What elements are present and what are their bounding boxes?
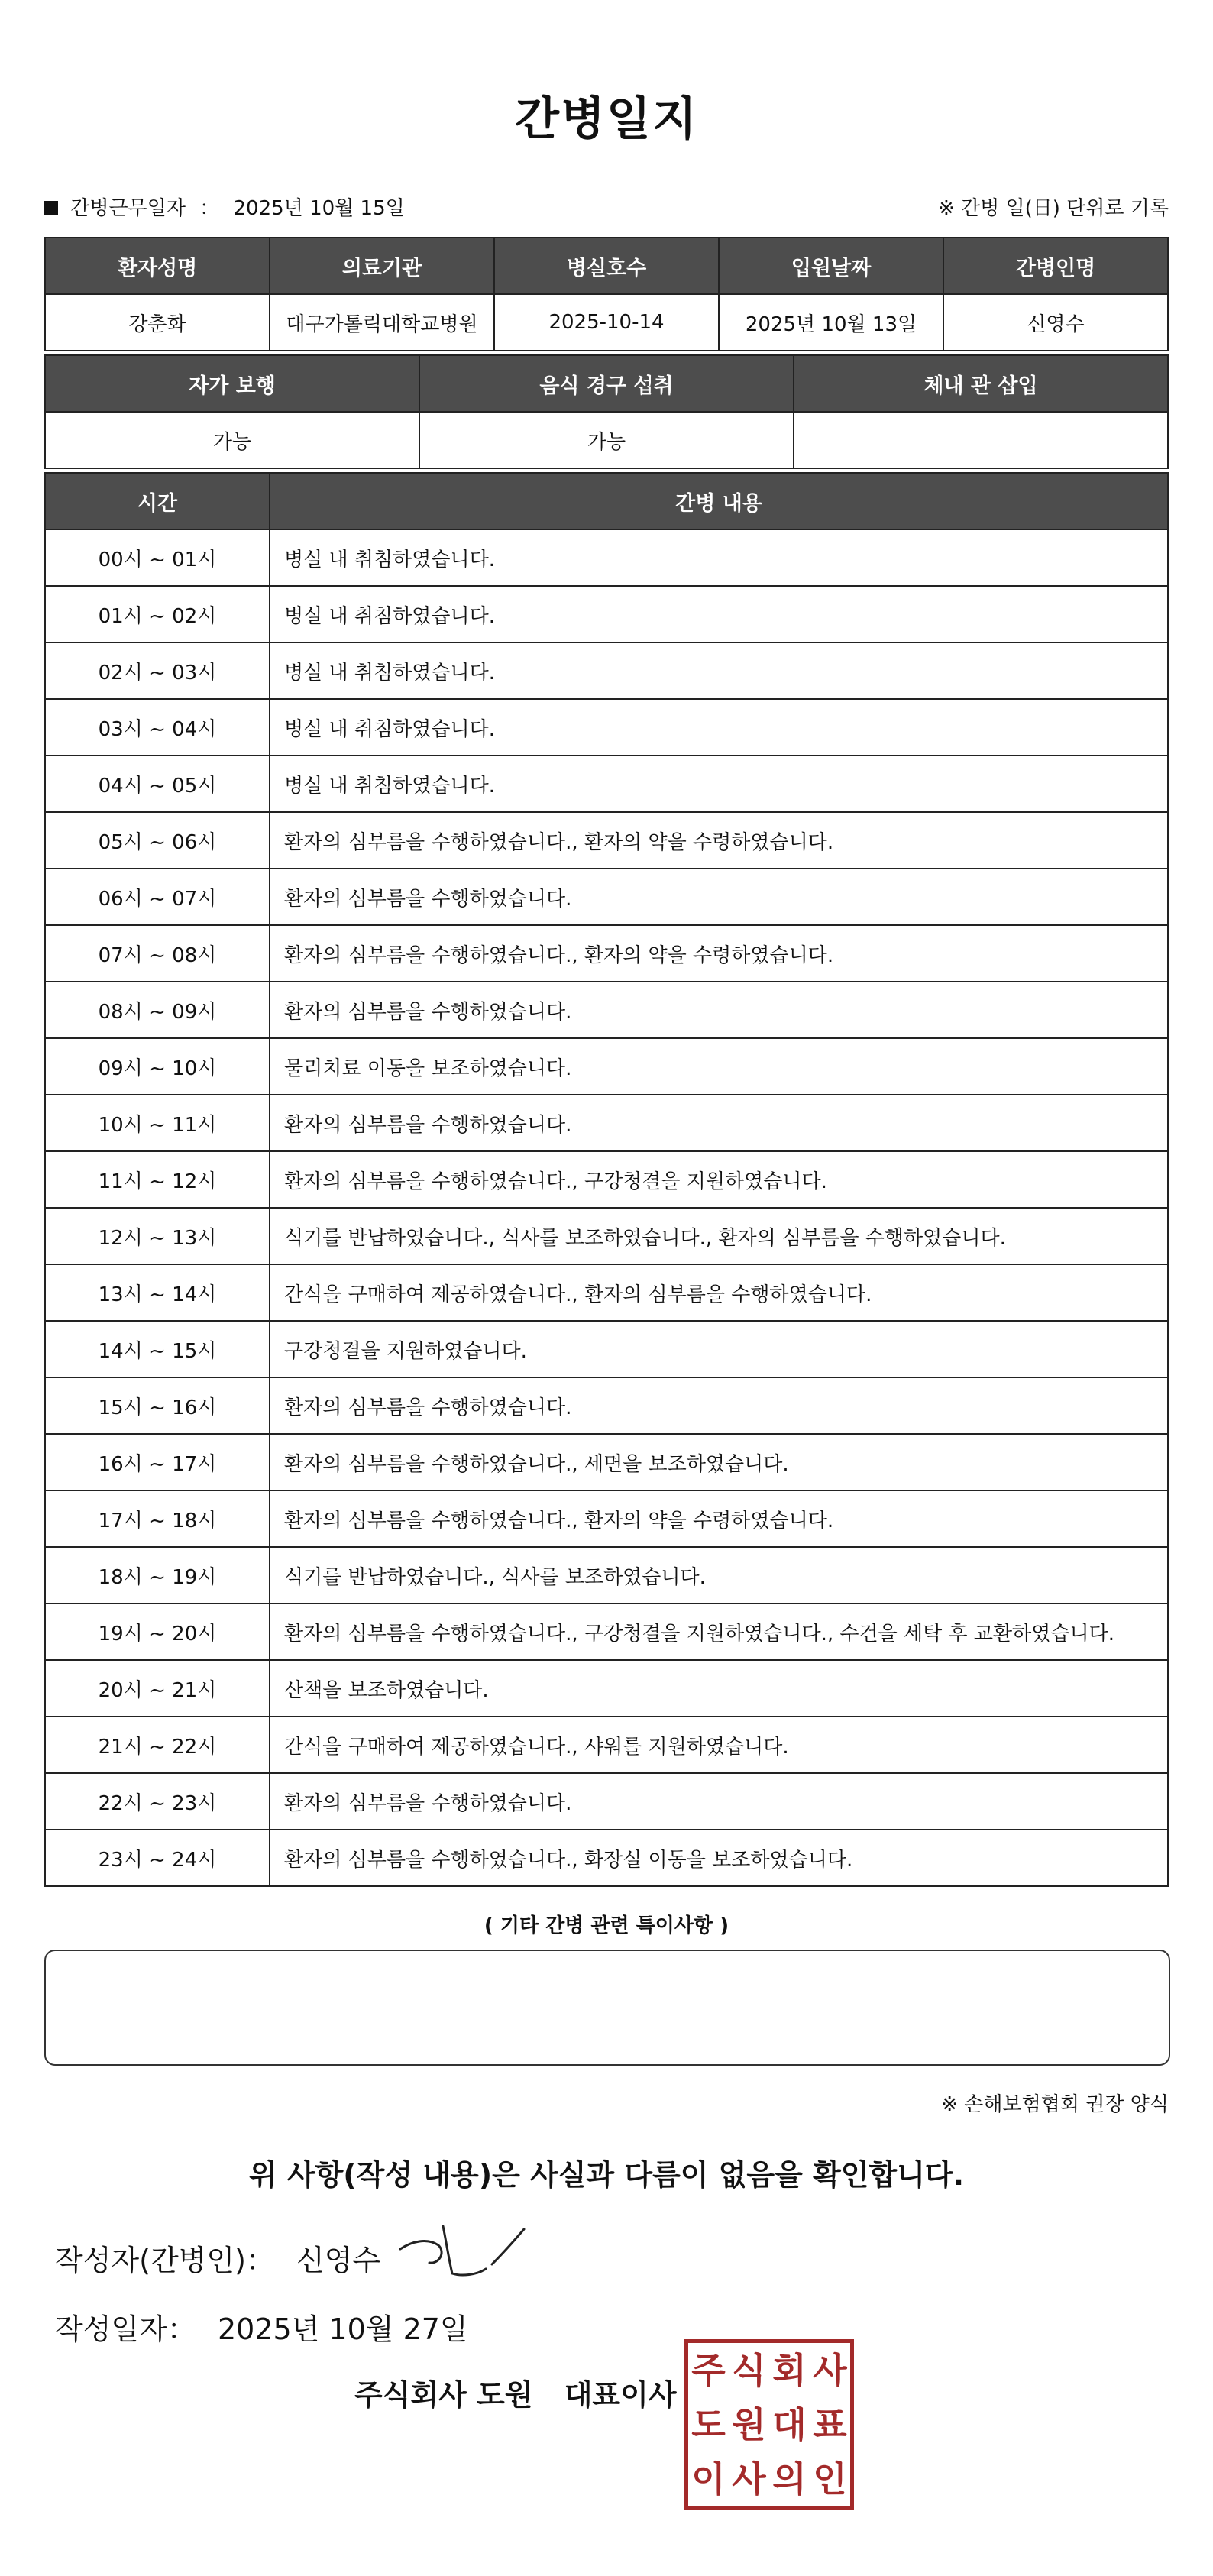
table-row	[45, 925, 1168, 982]
table-row	[45, 642, 1168, 699]
seal-character: 식	[732, 2349, 766, 2391]
care-content: 병실 내 취침하였습니다.	[270, 756, 1168, 812]
patient-info-table	[44, 237, 1169, 351]
time-slot: 17시 ~ 18시	[45, 1490, 270, 1547]
written-date-line	[55, 2306, 480, 2348]
care-content: 환자의 심부름을 수행하였습니다.	[270, 1377, 1168, 1434]
time-slot: 03시 ~ 04시	[45, 699, 270, 756]
care-content: 간식을 구매하여 제공하였습니다., 샤워를 지원하였습니다.	[270, 1717, 1168, 1773]
unit-note: ※ 간병 일(日) 단위로 기록	[937, 197, 1169, 220]
company-name: 주식회사 도원	[354, 2378, 533, 2412]
care-content: 환자의 심부름을 수행하였습니다., 환자의 약을 수령하였습니다.	[270, 925, 1168, 982]
time-slot: 22시 ~ 23시	[45, 1773, 270, 1830]
care-content: 환자의 심부름을 수행하였습니다., 환자의 약을 수령하였습니다.	[270, 812, 1168, 869]
table-row	[45, 1038, 1168, 1095]
work-date-separator: ：	[199, 197, 220, 220]
header-self-walking: 자가 보행	[45, 355, 419, 412]
table-row	[45, 1547, 1168, 1604]
care-content: 환자의 심부름을 수행하였습니다.	[270, 869, 1168, 925]
oral-intake-value: 가능	[419, 412, 794, 468]
time-slot: 20시 ~ 21시	[45, 1660, 270, 1717]
time-slot: 12시 ~ 13시	[45, 1208, 270, 1264]
care-content: 환자의 심부름을 수행하였습니다.	[270, 982, 1168, 1038]
header-room-number: 병실호수	[494, 238, 719, 294]
time-slot: 21시 ~ 22시	[45, 1717, 270, 1773]
care-content: 물리치료 이동을 보조하였습니다.	[270, 1038, 1168, 1095]
header-caregiver-name: 간병인명	[943, 238, 1168, 294]
time-slot: 13시 ~ 14시	[45, 1264, 270, 1321]
table-row	[45, 412, 1168, 468]
care-content: 환자의 심부름을 수행하였습니다., 구강청결을 지원하였습니다., 수건을 세탁 후 교환하였습니다.	[270, 1604, 1168, 1660]
care-content: 환자의 심부름을 수행하였습니다.	[270, 1095, 1168, 1151]
table-row	[45, 1660, 1168, 1717]
form-footnote: ※ 손해보험협회 권장 양식	[941, 2093, 1169, 2116]
header-oral-intake: 음식 경구 섭취	[419, 355, 794, 412]
seal-character: 대	[772, 2403, 807, 2445]
patient-ability-table	[44, 354, 1169, 469]
care-content: 식기를 반납하였습니다., 식사를 보조하였습니다., 환자의 심부름을 수행하였습니다.	[270, 1208, 1168, 1264]
caregiving-log-table	[44, 472, 1169, 1887]
page-title: 간병일지	[515, 92, 698, 146]
header-admission-date: 입원날짜	[719, 238, 943, 294]
table-row	[45, 756, 1168, 812]
table-row	[45, 982, 1168, 1038]
time-slot: 07시 ~ 08시	[45, 925, 270, 982]
table-header-row	[45, 238, 1168, 294]
table-row	[45, 1773, 1168, 1830]
table-row	[45, 1208, 1168, 1264]
square-bullet-icon	[44, 201, 58, 215]
writer-line	[55, 2237, 393, 2279]
care-content: 식기를 반납하였습니다., 식사를 보조하였습니다.	[270, 1547, 1168, 1604]
seal-character: 주	[691, 2349, 726, 2391]
table-row	[45, 1095, 1168, 1151]
meta-row	[44, 193, 1169, 223]
time-slot: 00시 ~ 01시	[45, 529, 270, 586]
table-row	[45, 1321, 1168, 1377]
admission-date: 2025년 10월 13일	[719, 294, 943, 351]
table-row	[45, 699, 1168, 756]
time-slot: 16시 ~ 17시	[45, 1434, 270, 1490]
care-content: 환자의 심부름을 수행하였습니다., 환자의 약을 수령하였습니다.	[270, 1490, 1168, 1547]
special-notes-box	[44, 1950, 1170, 2066]
patient-name: 강춘화	[45, 294, 270, 351]
time-slot: 02시 ~ 03시	[45, 642, 270, 699]
seal-character: 원	[732, 2403, 766, 2445]
company-line	[354, 2371, 698, 2413]
seal-character: 회	[772, 2349, 807, 2391]
time-slot: 05시 ~ 06시	[45, 812, 270, 869]
care-content: 병실 내 취침하였습니다.	[270, 642, 1168, 699]
confirmation-statement: 위 사항(작성 내용)은 사실과 다름이 없음을 확인합니다.	[248, 2158, 965, 2192]
room-number: 2025-10-14	[494, 294, 719, 351]
time-slot: 09시 ~ 10시	[45, 1038, 270, 1095]
work-date-label: 간병근무일자	[70, 197, 186, 220]
seal-character: 인	[813, 2458, 847, 2500]
care-content: 환자의 심부름을 수행하였습니다., 화장실 이동을 보조하였습니다.	[270, 1830, 1168, 1886]
table-row	[45, 812, 1168, 869]
table-row	[45, 294, 1168, 351]
care-content: 환자의 심부름을 수행하였습니다., 구강청결을 지원하였습니다.	[270, 1151, 1168, 1208]
company-seal-stamp	[684, 2339, 854, 2510]
special-notes-title: ( 기타 간병 관련 특이사항 )	[484, 1914, 729, 1937]
time-slot: 23시 ~ 24시	[45, 1830, 270, 1886]
work-date	[44, 193, 405, 221]
table-row	[45, 1830, 1168, 1886]
written-date-label: 작성일자：	[55, 2312, 196, 2346]
seal-character: 도	[691, 2403, 726, 2445]
table-row	[45, 1434, 1168, 1490]
table-row	[45, 1717, 1168, 1773]
time-slot: 18시 ~ 19시	[45, 1547, 270, 1604]
header-hospital: 의료기관	[270, 238, 494, 294]
time-slot: 08시 ~ 09시	[45, 982, 270, 1038]
header-care-content: 간병 내용	[270, 473, 1168, 529]
log-rows	[45, 529, 1168, 1886]
table-row	[45, 586, 1168, 642]
writer-name: 신영수	[296, 2244, 381, 2277]
self-walking-value: 가능	[45, 412, 419, 468]
table-header-row	[45, 473, 1168, 529]
table-header-row	[45, 355, 1168, 412]
table-row	[45, 1490, 1168, 1547]
hospital-name: 대구가톨릭대학교병원	[270, 294, 494, 351]
table-row	[45, 869, 1168, 925]
care-content: 환자의 심부름을 수행하였습니다., 세면을 보조하였습니다.	[270, 1434, 1168, 1490]
seal-character: 의	[772, 2458, 807, 2500]
care-content: 병실 내 취침하였습니다.	[270, 529, 1168, 586]
care-content: 구강청결을 지원하였습니다.	[270, 1321, 1168, 1377]
time-slot: 10시 ~ 11시	[45, 1095, 270, 1151]
seal-character: 사	[732, 2458, 766, 2500]
time-slot: 15시 ~ 16시	[45, 1377, 270, 1434]
company-role: 대표이사	[564, 2378, 677, 2412]
care-content: 병실 내 취침하였습니다.	[270, 699, 1168, 756]
table-row	[45, 1151, 1168, 1208]
table-row	[45, 529, 1168, 586]
seal-character: 표	[813, 2403, 847, 2445]
care-content: 환자의 심부름을 수행하였습니다.	[270, 1773, 1168, 1830]
time-slot: 04시 ~ 05시	[45, 756, 270, 812]
time-slot: 19시 ~ 20시	[45, 1604, 270, 1660]
work-date-value: 2025년 10월 15일	[233, 197, 405, 220]
care-content: 간식을 구매하여 제공하였습니다., 환자의 심부름을 수행하였습니다.	[270, 1264, 1168, 1321]
header-time: 시간	[45, 473, 270, 529]
time-slot: 11시 ~ 12시	[45, 1151, 270, 1208]
table-row	[45, 1604, 1168, 1660]
header-tube-insertion: 체내 관 삽입	[794, 355, 1168, 412]
time-slot: 06시 ~ 07시	[45, 869, 270, 925]
care-content: 병실 내 취침하였습니다.	[270, 586, 1168, 642]
table-row	[45, 1264, 1168, 1321]
tube-insertion-value	[794, 412, 1168, 468]
writer-label: 작성자(간병인)：	[55, 2244, 275, 2277]
seal-character: 사	[813, 2349, 847, 2391]
caregiver-name: 신영수	[943, 294, 1168, 351]
time-slot: 14시 ~ 15시	[45, 1321, 270, 1377]
care-content: 산책을 보조하였습니다.	[270, 1660, 1168, 1717]
written-date-value: 2025년 10월 27일	[217, 2312, 468, 2346]
table-row	[45, 1377, 1168, 1434]
time-slot: 01시 ~ 02시	[45, 586, 270, 642]
header-patient-name: 환자성명	[45, 238, 270, 294]
handwritten-signature	[393, 2218, 530, 2287]
seal-character: 이	[691, 2458, 726, 2500]
